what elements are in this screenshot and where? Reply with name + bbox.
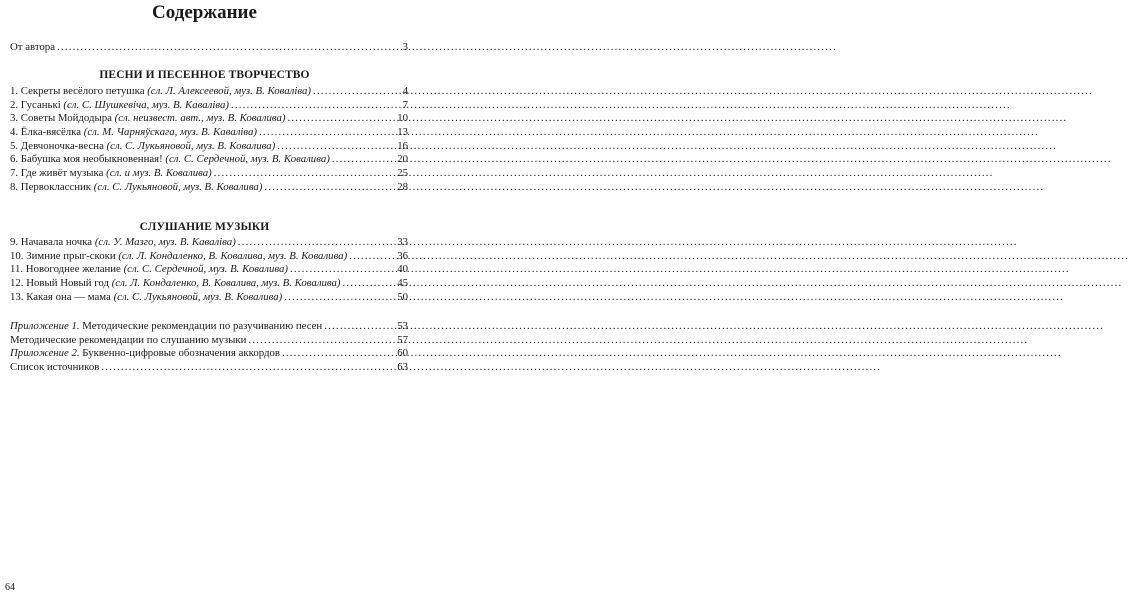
toc-entry-title: 4. Ёлка-вясёлка (сл. М. Чарняўскага, муз. В. Каваліва): [10, 126, 258, 139]
toc-entry-page: 4: [402, 85, 408, 97]
toc-entry-page: 28: [397, 180, 408, 193]
toc-entry-credit: (сл. и муз. В. Ковалива): [106, 167, 212, 180]
dot-leader: [311, 85, 403, 99]
toc-entry-page: 53: [397, 320, 408, 332]
toc-entry-page: 7: [402, 98, 408, 111]
toc-entry-title: 11. Новогоднее желание (сл. С. Сердечной, муз. В. Ковалива): [10, 263, 288, 276]
toc-entry-credit: (сл. С. Лукьяновой, муз. В. Ковалива): [113, 290, 283, 303]
toc-entry[interactable]: [10, 112, 408, 126]
toc-entry-page: 20: [397, 153, 408, 166]
toc-entry-page: 33: [397, 236, 408, 248]
dot-leader: [99, 361, 397, 375]
toc-entry-title: 13. Какая она — мама (сл. С. Лукьяновой, муз. В. Ковалива): [10, 290, 283, 303]
dot-leader: [262, 181, 397, 195]
toc-entry-credit: (сл. М. Чарняўскага, муз. В. Каваліва): [83, 126, 258, 139]
dot-leader: [246, 334, 397, 348]
toc-entry[interactable]: [10, 291, 408, 305]
toc-entry-page: 45: [397, 277, 408, 290]
toc-entry-credit: (сл. неизвест. авт., муз. В. Ковалива): [114, 112, 286, 125]
toc-entry-page: 16: [397, 139, 408, 152]
toc-entry-page: 3: [402, 41, 408, 53]
dot-leader: [282, 291, 397, 305]
toc-entry[interactable]: [10, 167, 408, 181]
page-number: 64: [5, 582, 15, 593]
toc-entry-title: 8. Первоклассник (сл. С. Лукьяновой, муз. В. Ковалива): [10, 180, 263, 193]
dot-leader: [347, 250, 397, 264]
toc-entry[interactable]: [10, 153, 408, 167]
toc-entry-page: 36: [397, 249, 408, 262]
toc-entry-credit: (сл. С. Сердечной, муз. В. Ковалива): [165, 153, 330, 166]
toc-entry[interactable]: [10, 263, 408, 277]
toc-entry-page: 50: [397, 290, 408, 303]
section-heading-songs: ПЕСНИ И ПЕСЕННОЕ ТВОРЧЕСТВО: [99, 69, 310, 81]
toc-entry[interactable]: [10, 250, 408, 264]
toc-section-songs: [10, 85, 408, 195]
toc-entry-appendix[interactable]: [10, 320, 408, 334]
dot-leader: [330, 153, 397, 167]
toc-entry-title: Методические рекомендации по слушанию музыки: [10, 333, 247, 346]
toc-entry-credit: (сл. У. Мазго, муз. В. Каваліва): [94, 236, 236, 248]
toc-entry-title: 9. Начавала ночка (сл. У. Мазго, муз. В. Каваліва): [10, 236, 236, 248]
toc-entry-title: 10. Зимние прыг-скоки (сл. Л. Кондаленко, В. Ковалива, муз. В. Ковалива): [10, 249, 348, 262]
toc-entry-credit: (сл. Л. Кондаленко, В. Ковалива, муз. В. Ковалива): [118, 249, 348, 262]
toc-entry-title: 7. Где живёт музыка (сл. и муз. В. Ковалива): [10, 167, 212, 180]
toc-entry-credit: (сл. Л. Кондаленко, В. Ковалива, муз. В. Ковалива): [111, 277, 341, 290]
dot-leader: [322, 320, 397, 334]
toc-entry-credit: (сл. Л. Алексеевой, муз. В. Коваліва): [147, 85, 311, 97]
toc-entry-title: 1. Секреты весёлого петушка (сл. Л. Алексеевой, муз. В. Коваліва): [10, 85, 311, 97]
toc-entry-page: 63: [397, 361, 408, 374]
toc-entry-sources[interactable]: [10, 361, 408, 375]
toc-entry-appendix[interactable]: [10, 334, 408, 348]
toc-entry-title: Список источников: [10, 361, 100, 374]
toc-entry-credit: (сл. С. Лукьяновой, муз. В. Ковалива): [106, 139, 276, 152]
toc-entry-page: 13: [397, 126, 408, 139]
toc-entry-title: Приложение 1. Методические рекомендации по разучиванию песен: [10, 320, 323, 332]
toc-entry-title: 6. Бабушка моя необыкновенная! (сл. С. Сердечной, муз. В. Ковалива): [10, 153, 330, 166]
dot-leader: [341, 277, 398, 291]
toc-entry[interactable]: [10, 236, 408, 250]
toc-entry[interactable]: [10, 140, 408, 154]
toc-entry-title: 12. Новый Новый год (сл. Л. Кондаленко, В. Ковалива, муз. В. Ковалива): [10, 277, 341, 290]
dot-leader: [280, 347, 397, 361]
toc-entry[interactable]: [10, 126, 408, 140]
dot-leader: [275, 140, 397, 154]
dot-leader: [212, 167, 397, 181]
toc-entry-credit: (сл. С. Сердечной, муз. В. Ковалива): [123, 263, 288, 276]
toc-entry[interactable]: [10, 181, 408, 195]
toc-entry-page: 40: [397, 263, 408, 276]
toc-entry[interactable]: [10, 85, 408, 99]
toc-entry-page: 10: [397, 112, 408, 125]
dot-leader: [236, 236, 397, 250]
toc-entry-title: 3. Советы Мойдодыра (сл. неизвест. авт., муз. В. Ковалива): [10, 112, 286, 125]
toc-entry-page: 60: [397, 347, 408, 360]
toc-entry-title: 2. Гусанькі (сл. С. Шушкевіча, муз. В. Каваліва): [10, 98, 229, 111]
toc-entry-appendix[interactable]: [10, 347, 408, 361]
toc-section-listening: [10, 236, 408, 304]
toc-entry-page: 57: [397, 333, 408, 346]
toc-appendices: [10, 320, 408, 375]
dot-leader: [257, 126, 397, 140]
toc-entry-title: От автора: [10, 41, 56, 53]
toc-entry-intro[interactable]: [10, 41, 408, 55]
dot-leader: [55, 41, 403, 55]
dot-leader: [229, 99, 403, 113]
appendix-prefix: Приложение 1.: [10, 320, 80, 332]
toc-entry-credit: (сл. С. Лукьяновой, муз. В. Ковалива): [93, 180, 263, 193]
toc-entry-title: 5. Девчоночка-весна (сл. С. Лукьяновой, муз. В. Ковалива): [10, 139, 276, 152]
toc-entry[interactable]: [10, 99, 408, 113]
appendix-prefix: Приложение 2.: [10, 347, 80, 360]
toc-entry[interactable]: [10, 277, 408, 291]
toc-entry-title: Приложение 2. Буквенно-цифровые обозначения аккордов: [10, 347, 280, 360]
dot-leader: [288, 263, 397, 277]
toc-intro: [10, 41, 408, 55]
toc-entry-page: 25: [397, 167, 408, 180]
section-heading-listening: СЛУШАНИЕ МУЗЫКИ: [139, 221, 270, 233]
toc-entry-credit: (сл. С. Шушкевіча, муз. В. Каваліва): [63, 98, 229, 111]
page-title: Содержание: [152, 2, 257, 23]
dot-leader: [285, 112, 397, 126]
